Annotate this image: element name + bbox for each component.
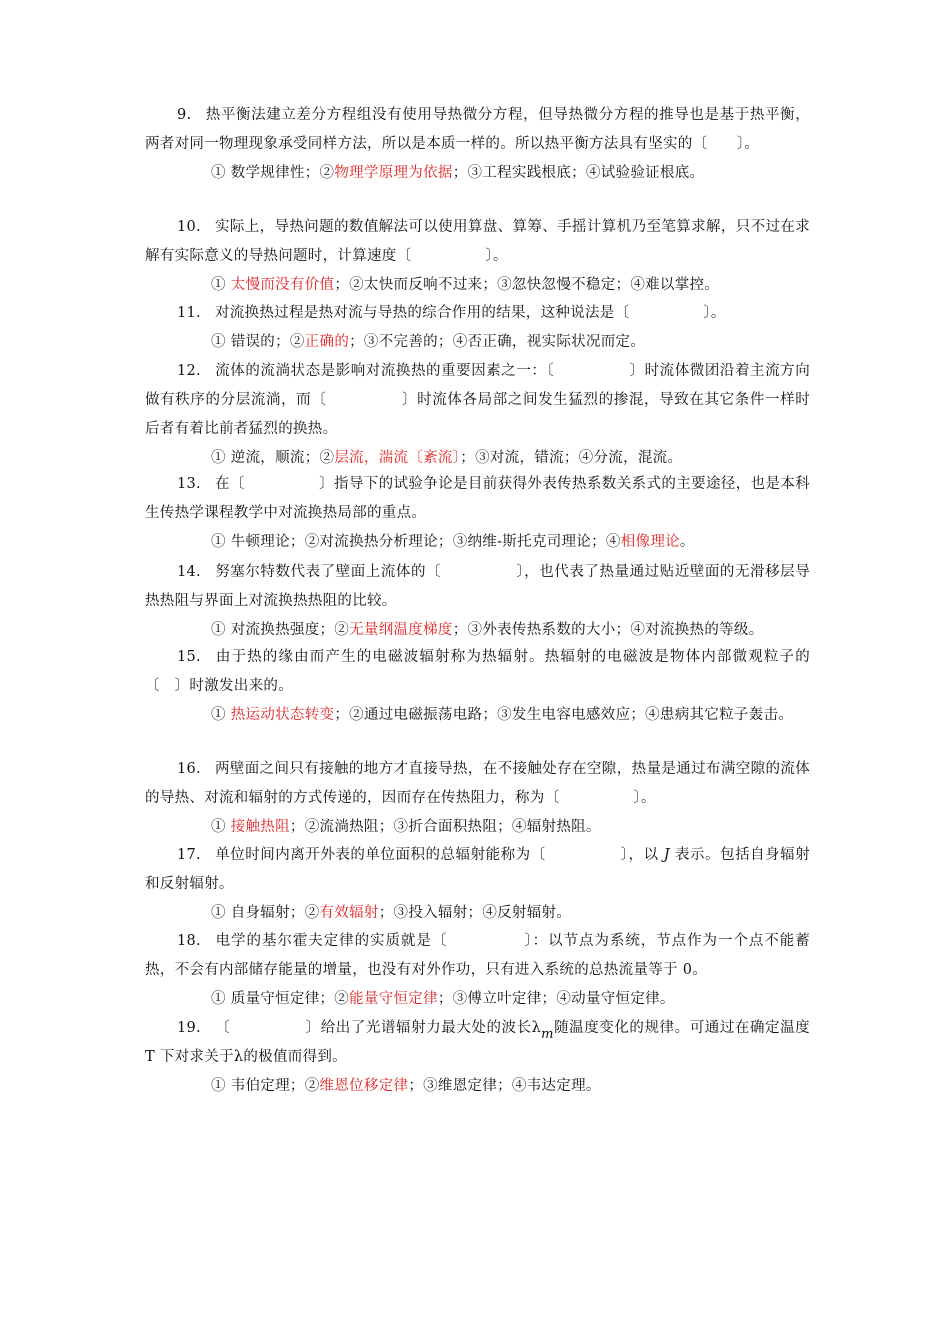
question-text: 19. 〔 〕给出了光谱辐射力最大处的波长λm随温度变化的规律。可通过在确定温度 T 下对求关于λ的极值而得到。 <box>145 1020 810 1065</box>
correct-answer: 无量纲温度梯度 <box>349 622 453 638</box>
answer-options: ① 自身辐射；②有效辐射；③投入辐射；④反射辐射。 <box>211 905 572 921</box>
answer-options: ① 接触热阻；②流淌热阻；③折合面积热阻；④辐射热阻。 <box>211 819 601 835</box>
question-13 <box>145 470 810 557</box>
correct-answer: 物理学原理为依据 <box>334 165 453 181</box>
question-text: 16. 两壁面之间只有接触的地方才直接导热，在不接触处存在空隙，热量是通过布满空隙的流体的导热、对流和辐射的方式传递的，因而存在传热阻力，称为〔 〕。 <box>145 761 810 806</box>
correct-answer: 热运动状态转变 <box>230 707 335 723</box>
question-text: 9. 热平衡法建立差分方程组没有使用导热微分方程，但导热微分方程的推导也是基于热平衡，两者对同一物理现象承受同样方法，所以是本质一样的。所以热平衡方法具有坚实的〔 〕。 <box>145 107 810 152</box>
answer-options: ① 逆流，顺流；②层流，湍流〔紊流〕；③对流，错流；④分流，混流。 <box>211 450 683 466</box>
correct-answer: 正确的 <box>304 334 350 350</box>
question-text: 15. 由于热的缘由而产生的电磁波辐射称为热辐射。热辐射的电磁波是物体内部微观粒子的〔 〕时激发出来的。 <box>145 649 810 694</box>
correct-answer: 太慢而没有价值 <box>230 277 335 293</box>
question-9 <box>145 101 810 188</box>
answer-options: ① 牛顿理论；②对流换热分析理论；③纳维-斯托克司理论；④相像理论。 <box>211 534 695 550</box>
question-10 <box>145 213 810 300</box>
symbol-j: J <box>663 847 670 863</box>
question-16 <box>145 755 810 842</box>
question-11 <box>145 299 810 357</box>
subscript-m: m <box>541 1027 554 1042</box>
question-12 <box>145 357 810 473</box>
answer-options: ① 对流换热强度；②无量纲温度梯度；③外表传热系数的大小；④对流换热的等级。 <box>211 622 764 638</box>
question-text: 13. 在〔 〕指导下的试验争论是目前获得外表传热系数关系式的主要途径，也是本科生传热学课程教学中对流换热局部的重点。 <box>145 476 810 521</box>
answer-options: ① 质量守恒定律；②能量守恒定律；③傅立叶定律；④动量守恒定律。 <box>211 991 675 1007</box>
correct-answer: 相像理论 <box>620 534 680 550</box>
question-19 <box>145 1014 810 1101</box>
question-text: 12. 流体的流淌状态是影响对流换热的重要因素之一：〔 〕时流体微团沿着主流方向做有秩序的分层流淌，而〔 〕时流体各局部之间发生猛烈的掺混，导致在其它条件一样时后者有着比前者猛烈的换热。 <box>145 363 810 437</box>
question-15 <box>145 643 810 730</box>
answer-options: ① 热运动状态转变；②通过电磁振荡电路；③发生电容电感效应；④患病其它粒子轰击。 <box>211 707 794 723</box>
question-17 <box>145 841 810 928</box>
question-14 <box>145 558 810 645</box>
question-text: 17. 单位时间内离开外表的单位面积的总辐射能称为〔 〕，以 J 表示。包括自身辐射和反射辐射。 <box>145 847 810 892</box>
correct-answer: 能量守恒定律 <box>349 991 438 1007</box>
answer-options: ① 太慢而没有价值；②太快而反响不过来；③忽快忽慢不稳定；④难以掌控。 <box>211 277 720 293</box>
correct-answer: 接触热阻 <box>230 819 290 835</box>
question-text: 11. 对流换热过程是热对流与导热的综合作用的结果，这种说法是〔 〕。 <box>177 305 726 321</box>
question-text: 14. 努塞尔特数代表了壁面上流体的〔 〕，也代表了热量通过贴近壁面的无滑移层导热热阻与界面上对流换热热阻的比较。 <box>145 564 810 609</box>
question-text: 10. 实际上，导热问题的数值解法可以使用算盘、算筹、手摇计算机乃至笔算求解，只不过在求解有实际意义的导热问题时，计算速度〔 〕。 <box>145 219 810 264</box>
answer-options: ① 数学规律性；②物理学原理为依据；③工程实践根底；④试验验证根底。 <box>211 165 705 181</box>
question-text: 18. 电学的基尔霍夫定律的实质就是〔 〕：以节点为系统，节点作为一个点不能蓄热，不会有内部储存能量的增量，也没有对外作功，只有进入系统的总热流量等于 0。 <box>145 933 810 978</box>
question-18 <box>145 927 810 1014</box>
correct-answer: 有效辐射 <box>319 905 379 921</box>
correct-answer: 维恩位移定律 <box>319 1078 409 1094</box>
answer-options: ① 错误的；②正确的；③不完善的；④否正确，视实际状况而定。 <box>211 334 646 350</box>
correct-answer: 层流，湍流〔紊流〕 <box>334 450 461 466</box>
answer-options: ① 韦伯定理；②维恩位移定律；③维恩定律；④韦达定理。 <box>211 1078 601 1094</box>
